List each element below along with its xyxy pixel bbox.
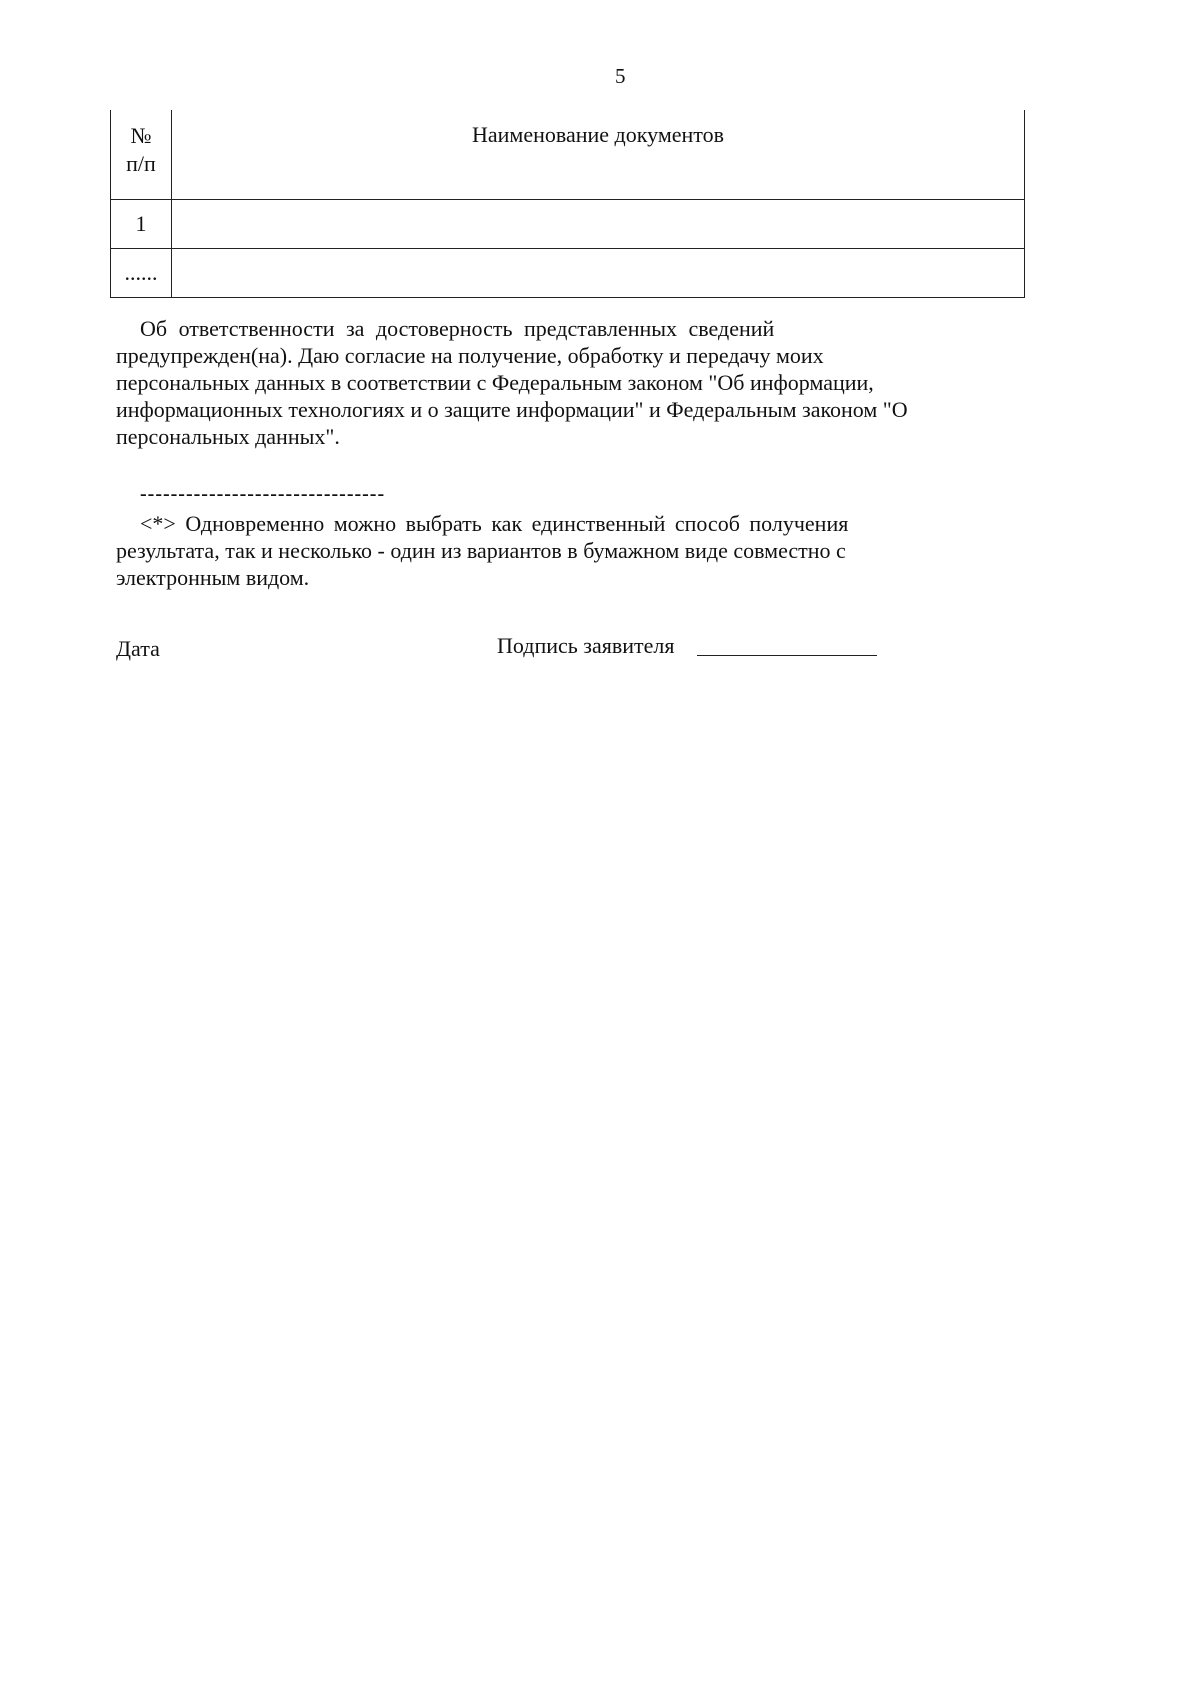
table-row xyxy=(111,249,1025,298)
column-header-number xyxy=(111,110,172,200)
row-number-cell: ...... xyxy=(111,249,172,298)
consent-line: информационных технологиях и о защите информации" и Федеральным законом "О xyxy=(116,397,908,422)
signature-label: Подпись заявителя xyxy=(497,633,675,658)
footnote-line: результата, так и несколько - один из вариантов в бумажном виде совместно с xyxy=(116,538,846,563)
page-number: 5 xyxy=(615,64,626,88)
footnote-line: <*> Одновременно можно выбрать как единственный способ получения xyxy=(140,511,849,536)
row-number-cell: 1 xyxy=(111,200,172,249)
table-row xyxy=(111,200,1025,249)
row-name-cell[interactable] xyxy=(172,249,1025,298)
footnote-separator: -------------------------------- xyxy=(140,483,386,505)
consent-line: персональных данных в соответствии с Федеральным законом "Об информации, xyxy=(116,370,874,395)
column-header-number-line-2: п/п xyxy=(126,151,156,176)
column-header-number-line-1: № xyxy=(130,123,152,148)
documents-table xyxy=(110,110,1025,298)
consent-line: Об ответственности за достоверность представленных сведений xyxy=(140,316,775,341)
column-header-name: Наименование документов xyxy=(172,110,1025,200)
consent-paragraph xyxy=(116,315,1016,450)
row-name-cell[interactable] xyxy=(172,200,1025,249)
footnote-paragraph xyxy=(116,510,1016,591)
consent-line: предупрежден(на). Даю согласие на получение, обработку и передачу моих xyxy=(116,343,824,368)
signature-line[interactable] xyxy=(697,655,877,656)
footnote-line: электронным видом. xyxy=(116,565,310,590)
consent-line: персональных данных". xyxy=(116,424,340,449)
date-label: Дата xyxy=(116,636,160,661)
table-header-row xyxy=(111,110,1025,200)
